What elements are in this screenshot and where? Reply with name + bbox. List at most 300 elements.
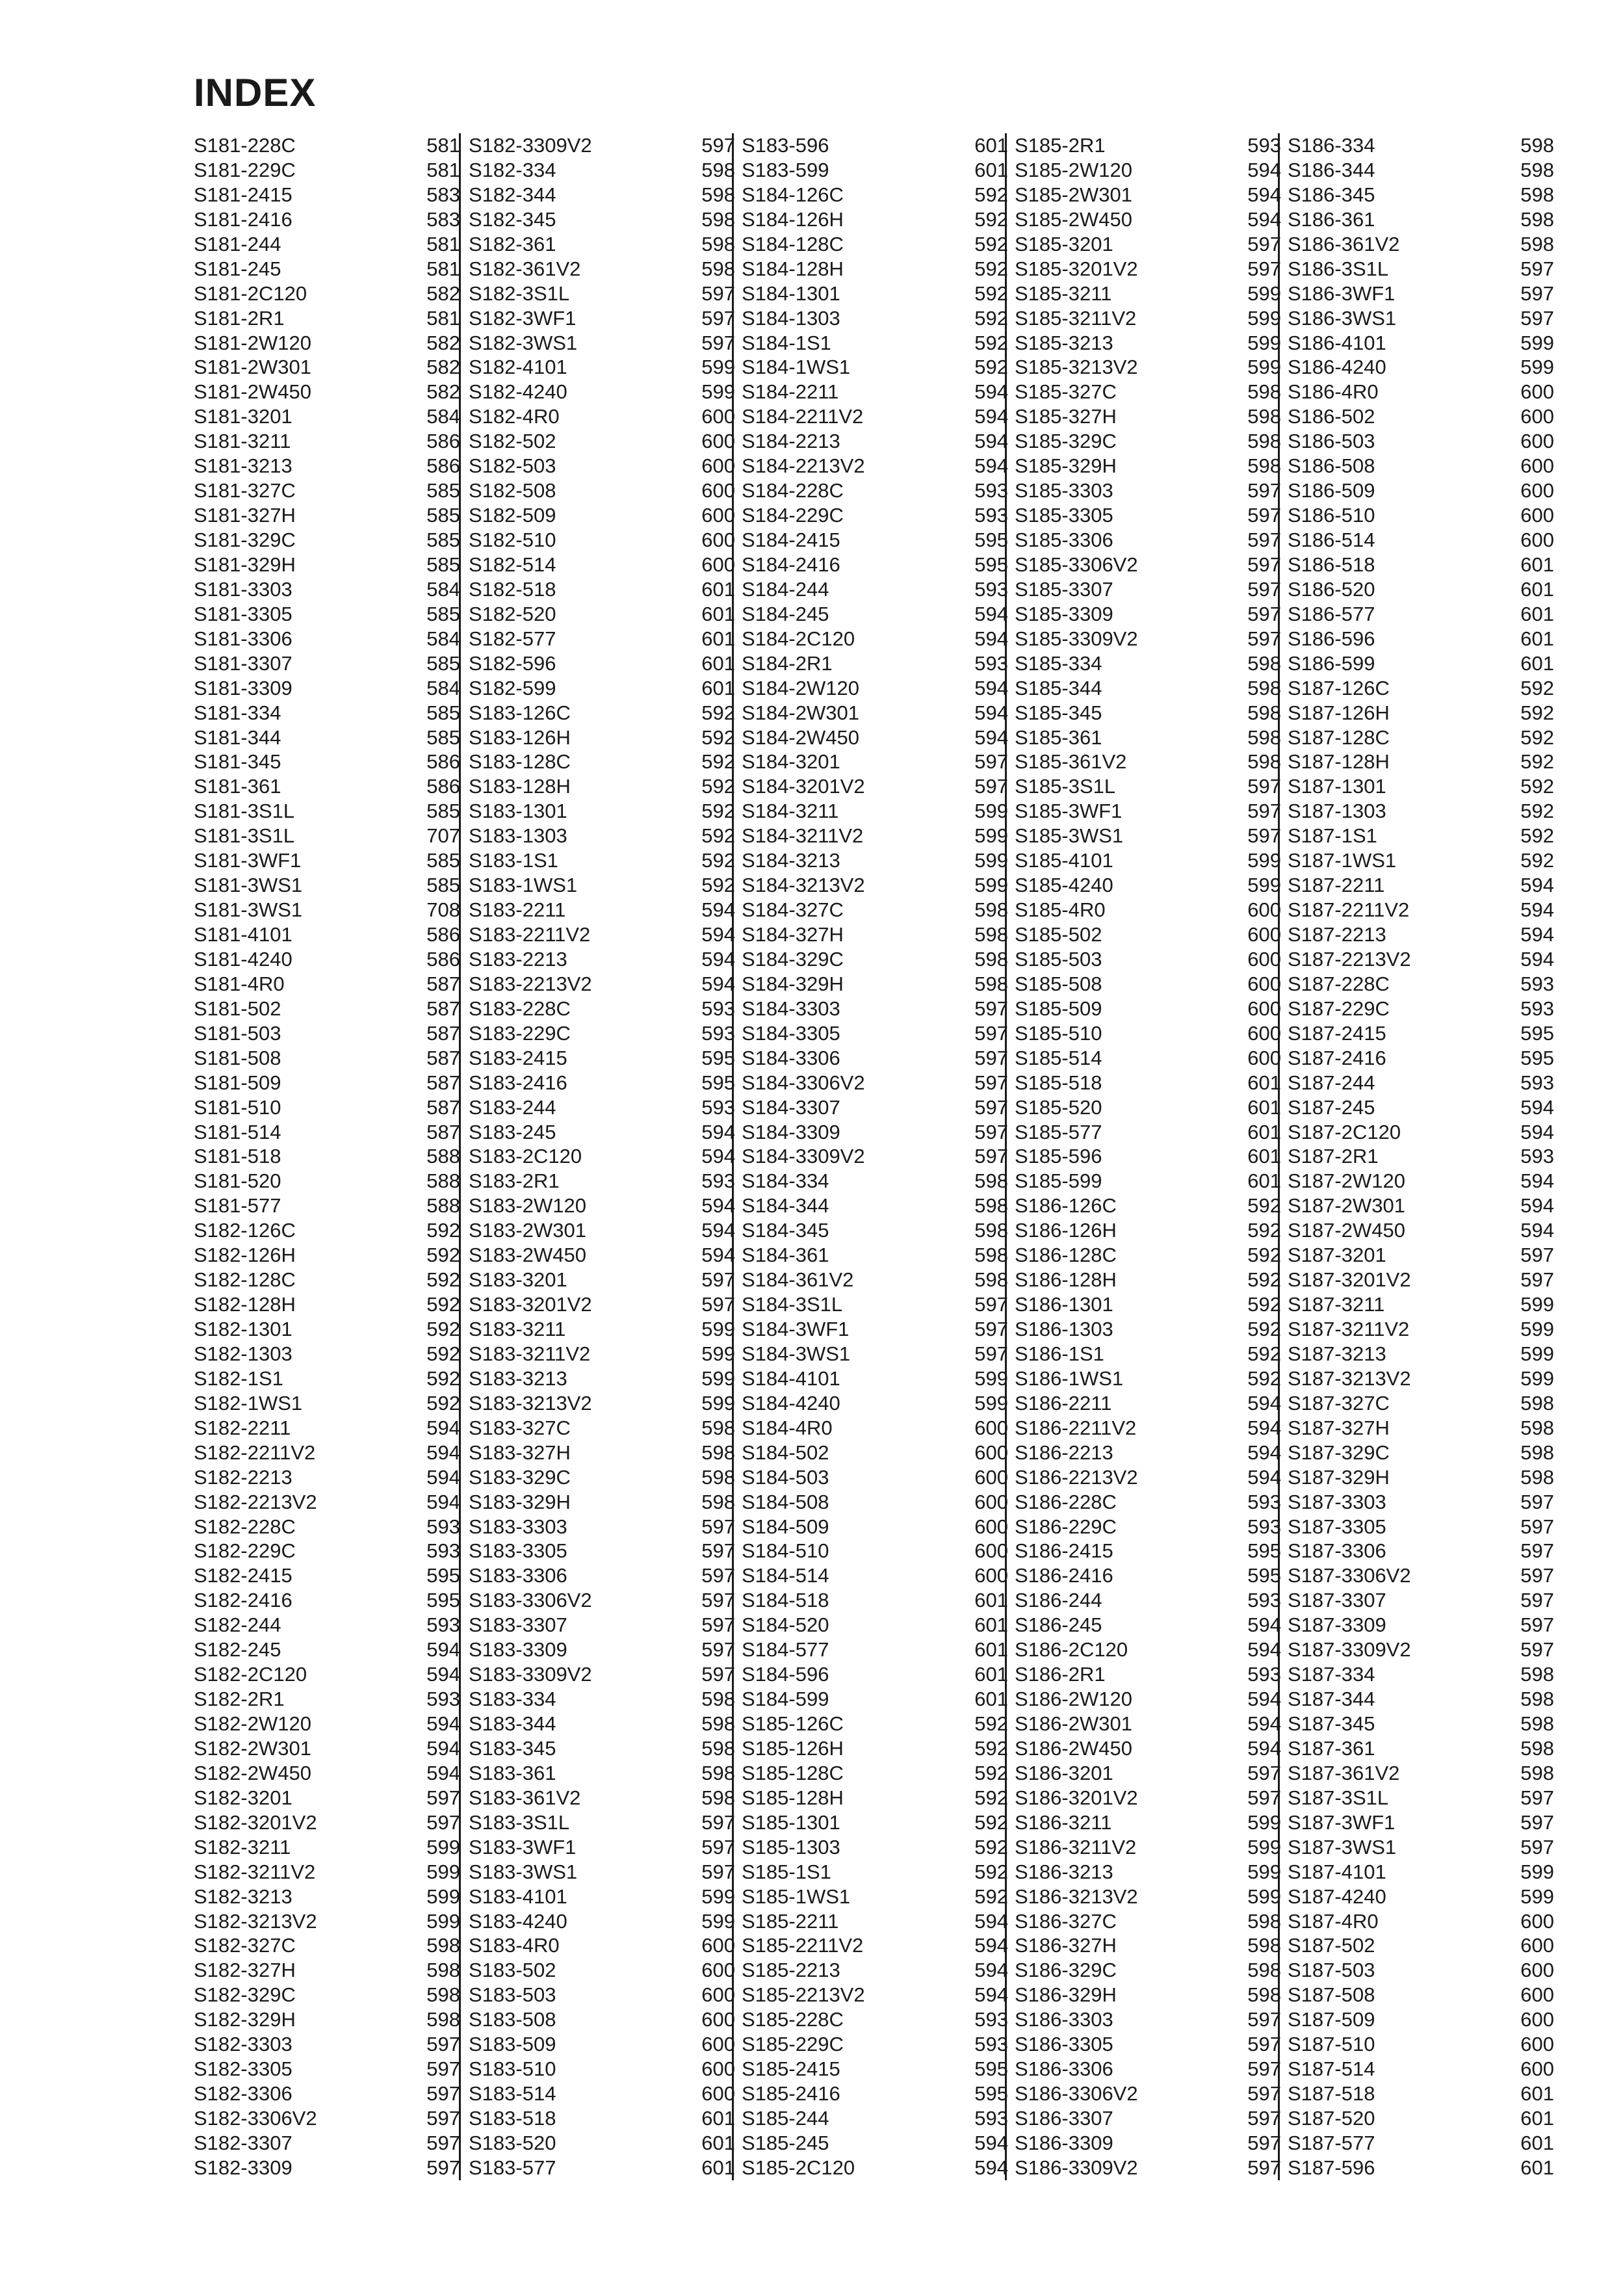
index-entry (1288, 1810, 1554, 1835)
page-number: 598 (426, 1934, 460, 1957)
index-entry (469, 1416, 735, 1441)
page-number: 597 (1247, 1761, 1281, 1784)
index-entry (194, 627, 460, 651)
index-entry (1288, 1909, 1554, 1934)
model-code: S182-128C (194, 1268, 296, 1292)
model-code: S181-3WF1 (194, 849, 302, 872)
page-number: 601 (974, 1688, 1008, 1711)
model-code: S187-2211V2 (1288, 898, 1410, 922)
page-number: 597 (1247, 504, 1281, 527)
model-code: S183-1303 (469, 824, 567, 848)
model-code: S186-229C (1015, 1515, 1117, 1538)
page-number: 592 (701, 775, 735, 798)
model-code: S181-508 (194, 1046, 281, 1069)
page-number: 581 (426, 134, 460, 157)
index-entry (742, 2081, 1008, 2106)
index-entry (742, 577, 1008, 602)
page-number: 592 (426, 1366, 460, 1390)
page-number: 594 (974, 676, 1008, 699)
index-entry (469, 898, 735, 922)
model-code: S186-244 (1015, 1589, 1102, 1612)
index-entry (194, 1071, 460, 1095)
page-number: 597 (701, 1663, 735, 1686)
model-code: S185-361V2 (1015, 750, 1127, 774)
model-code: S186-514 (1288, 528, 1375, 551)
page-number: 600 (974, 1515, 1008, 1538)
model-code: S181-3213 (194, 454, 292, 478)
index-entry (469, 1490, 735, 1515)
index-entry (742, 528, 1008, 553)
page-number: 594 (701, 947, 735, 971)
page-number: 597 (1247, 577, 1281, 601)
model-code: S182-509 (469, 504, 556, 527)
index-entry (469, 2156, 735, 2180)
model-code: S183-244 (469, 1095, 556, 1119)
page-number: 585 (426, 479, 460, 502)
index-entry (1288, 1786, 1554, 1810)
index-entry (1288, 1761, 1554, 1786)
page-number: 599 (701, 1318, 735, 1340)
index-entry (469, 1860, 735, 1885)
index-entry (1288, 1194, 1554, 1218)
page-number: 597 (701, 281, 735, 305)
model-code: S184-329C (742, 947, 844, 971)
model-code: S181-518 (194, 1145, 281, 1168)
page-number: 594 (426, 1736, 460, 1760)
model-code: S187-3306 (1288, 1539, 1386, 1563)
index-entry (1288, 1268, 1554, 1292)
index-column (459, 133, 735, 2180)
model-code: S187-1303 (1288, 800, 1386, 823)
page-number: 599 (1247, 356, 1281, 379)
model-code: S187-1S1 (1288, 824, 1377, 848)
page-number: 594 (1520, 1219, 1554, 1242)
model-code: S186-1S1 (1015, 1342, 1104, 1365)
model-code: S183-3S1L (469, 1810, 570, 1834)
model-code: S187-4101 (1288, 1860, 1386, 1883)
page-number: 597 (974, 1145, 1008, 1168)
model-code: S182-2C120 (194, 1663, 307, 1686)
model-code: S185-3213 (1015, 331, 1113, 354)
index-entry (742, 1860, 1008, 1885)
index-entry (742, 1736, 1008, 1761)
index-entry (469, 553, 735, 577)
model-code: S184-3306V2 (742, 1071, 865, 1094)
model-code: S184-2W120 (742, 676, 859, 699)
model-code: S182-3309V2 (469, 134, 592, 157)
page-number: 598 (974, 947, 1008, 971)
page-number: 592 (1247, 1366, 1281, 1390)
page-number: 594 (1247, 1416, 1281, 1439)
model-code: S183-361 (469, 1761, 556, 1784)
model-code: S186-2211V2 (1015, 1416, 1137, 1439)
index-entry (194, 1268, 460, 1292)
model-code: S187-245 (1288, 1095, 1375, 1119)
index-entry (1015, 1046, 1281, 1071)
page-number: 595 (426, 1564, 460, 1587)
model-code: S183-510 (469, 2057, 556, 2081)
index-entry (742, 1416, 1008, 1441)
page-number: 581 (426, 232, 460, 255)
model-code: S185-245 (742, 2131, 829, 2154)
index-entry (1015, 1342, 1281, 1366)
model-code: S183-596 (742, 134, 829, 157)
model-code: S183-2211V2 (469, 923, 591, 946)
index-entry (469, 1933, 735, 1958)
index-entry (469, 1268, 735, 1292)
model-code: S187-502 (1288, 1934, 1375, 1957)
page-number: 600 (1247, 898, 1281, 922)
page-number: 594 (1520, 1194, 1554, 1218)
page-number: 588 (426, 1194, 460, 1218)
model-code: S186-3WF1 (1288, 281, 1396, 305)
page-number: 599 (1247, 281, 1281, 305)
page-number: 592 (701, 800, 735, 823)
model-code: S182-3201 (194, 1786, 292, 1809)
model-code: S183-2R1 (469, 1169, 560, 1193)
index-entry (194, 2081, 460, 2106)
index-entry (469, 1046, 735, 1071)
model-code: S183-4240 (469, 1909, 567, 1933)
model-code: S184-345 (742, 1219, 829, 1242)
index-entry (1288, 2106, 1554, 2131)
index-entry (194, 701, 460, 725)
model-code: S184-2416 (742, 553, 840, 576)
model-code: S184-2R1 (742, 651, 833, 675)
page-number: 592 (1520, 725, 1554, 749)
index-entry (742, 1218, 1008, 1243)
model-code: S187-2C120 (1288, 1120, 1401, 1143)
index-entry (742, 1342, 1008, 1366)
index-entry (469, 503, 735, 528)
page-number: 598 (1520, 1761, 1554, 1784)
index-entry (194, 281, 460, 306)
index-column (194, 133, 460, 2180)
model-code: S185-1301 (742, 1810, 840, 1834)
page-number: 597 (974, 1293, 1008, 1316)
model-code: S184-502 (742, 1441, 829, 1464)
index-entry (1288, 1416, 1554, 1441)
model-code: S184-503 (742, 1465, 829, 1489)
page-number: 592 (1520, 849, 1554, 872)
model-code: S185-4R0 (1015, 898, 1106, 922)
model-code: S187-3201V2 (1288, 1268, 1411, 1292)
page-number: 598 (974, 1268, 1008, 1292)
page-number: 593 (1520, 1145, 1554, 1168)
model-code: S187-126C (1288, 676, 1390, 699)
index-entry (742, 2156, 1008, 2180)
model-code: S185-510 (1015, 1021, 1102, 1045)
model-code: S186-1303 (1015, 1318, 1113, 1340)
page-number: 598 (1247, 676, 1281, 699)
index-entry (194, 1835, 460, 1860)
page-number: 592 (1520, 800, 1554, 823)
page-number: 600 (1520, 380, 1554, 404)
index-entry (1288, 1835, 1554, 1860)
page-number: 582 (426, 331, 460, 354)
model-code: S187-229C (1288, 997, 1390, 1020)
index-entry (742, 898, 1008, 922)
model-code: S186-327C (1015, 1909, 1117, 1933)
index-entry (1015, 158, 1281, 183)
model-code: S187-2211 (1288, 874, 1385, 897)
page-number: 601 (701, 627, 735, 650)
model-code: S181-2W301 (194, 356, 311, 379)
index-entry (1288, 133, 1554, 158)
index-entry (1288, 1490, 1554, 1515)
model-code: S184-518 (742, 1589, 829, 1612)
model-code: S185-3305 (1015, 504, 1113, 527)
model-code: S186-3306 (1015, 2057, 1113, 2081)
model-code: S187-327H (1288, 1416, 1390, 1439)
model-code: S184-3213V2 (742, 874, 865, 897)
index-entry (469, 824, 735, 848)
page-number: 585 (426, 528, 460, 551)
model-code: S181-3305 (194, 602, 292, 625)
model-code: S182-344 (469, 183, 556, 206)
index-entry (1288, 898, 1554, 922)
model-code: S185-3306V2 (1015, 553, 1138, 576)
model-code: S185-2416 (742, 2082, 840, 2106)
model-code: S181-2R1 (194, 306, 285, 330)
model-code: S182-228C (194, 1515, 296, 1538)
page-number: 594 (1520, 1120, 1554, 1143)
model-code: S184-334 (742, 1169, 829, 1193)
model-code: S184-3201 (742, 750, 840, 774)
model-code: S181-3WS1 (194, 874, 303, 897)
page-number: 592 (1247, 1219, 1281, 1242)
index-entry (194, 1662, 460, 1687)
model-code: S181-3211 (194, 430, 291, 453)
page-number: 592 (1247, 1293, 1281, 1316)
page-number: 600 (1520, 1934, 1554, 1957)
page-number: 586 (426, 775, 460, 798)
index-entry (1288, 281, 1554, 306)
model-code: S186-3307 (1015, 2107, 1113, 2130)
page-number: 594 (426, 1638, 460, 1662)
model-code: S183-3WF1 (469, 1835, 577, 1859)
page-number: 601 (701, 2107, 735, 2130)
index-entry (1288, 2032, 1554, 2057)
page-number: 594 (1247, 183, 1281, 206)
index-entry (742, 1637, 1008, 1662)
page-number: 593 (426, 1613, 460, 1637)
page-number: 597 (701, 1835, 735, 1859)
index-entry (1015, 2131, 1281, 2156)
index-entry (742, 1958, 1008, 1983)
model-code: S185-2211 (742, 1909, 839, 1933)
page-number: 600 (974, 1539, 1008, 1563)
index-entry (742, 676, 1008, 701)
page-number: 594 (974, 380, 1008, 404)
index-entry (742, 2131, 1008, 2156)
index-entry (742, 1194, 1008, 1218)
model-code: S186-518 (1288, 553, 1375, 576)
page-number: 592 (974, 281, 1008, 305)
index-entry (1015, 922, 1281, 947)
page-number: 585 (426, 651, 460, 675)
index-entry (742, 1687, 1008, 1712)
page-number: 598 (701, 1465, 735, 1489)
page-number: 594 (1247, 1391, 1281, 1415)
model-code: S182-4101 (469, 356, 567, 379)
model-code: S184-244 (742, 577, 829, 601)
page-number: 595 (701, 1071, 735, 1094)
model-code: S182-520 (469, 602, 556, 625)
model-code: S186-3303 (1015, 2008, 1113, 2031)
model-code: S185-3309 (1015, 602, 1113, 625)
model-code: S183-3307 (469, 1613, 567, 1637)
index-entry (194, 380, 460, 404)
page-number: 601 (1520, 2156, 1554, 2179)
page-number: 595 (701, 1046, 735, 1069)
page-number: 597 (426, 2131, 460, 2154)
model-code: S184-126C (742, 183, 844, 206)
page-number: 599 (701, 356, 735, 379)
model-code: S185-3211 (1015, 281, 1112, 305)
model-code: S184-1WS1 (742, 356, 851, 379)
index-entry (1015, 2081, 1281, 2106)
index-entry (194, 1736, 460, 1761)
model-code: S185-2211V2 (742, 1934, 864, 1957)
page-number: 601 (1520, 553, 1554, 576)
model-code: S181-3307 (194, 651, 292, 675)
index-entry (1015, 1810, 1281, 1835)
page-number: 600 (1520, 479, 1554, 502)
page-number: 600 (701, 1934, 735, 1957)
page-number: 592 (1247, 1244, 1281, 1267)
model-code: S184-361 (742, 1244, 829, 1267)
index-entry (1288, 2007, 1554, 2032)
index-entry (742, 651, 1008, 676)
index-column (1278, 133, 1554, 2180)
index-entry (1015, 1563, 1281, 1588)
index-entry (1015, 1958, 1281, 1983)
index-entry (469, 528, 735, 553)
index-entry (1015, 503, 1281, 528)
index-entry (469, 1366, 735, 1391)
model-code: S183-2W450 (469, 1244, 586, 1267)
model-code: S181-2416 (194, 207, 292, 231)
page-number: 594 (974, 627, 1008, 650)
page-number: 599 (1247, 1860, 1281, 1883)
model-code: S185-228C (742, 2008, 844, 2031)
model-code: S186-2C120 (1015, 1638, 1128, 1662)
index-entry (469, 1736, 735, 1761)
index-entry (469, 478, 735, 503)
page-number: 597 (426, 2033, 460, 2056)
model-code: S185-509 (1015, 997, 1102, 1020)
index-entry (469, 1292, 735, 1317)
page-number: 599 (426, 1885, 460, 1908)
model-code: S181-2415 (194, 183, 292, 206)
index-entry (1288, 1933, 1554, 1958)
page-number: 600 (974, 1416, 1008, 1439)
model-code: S181-228C (194, 134, 296, 157)
index-entry (469, 1317, 735, 1342)
index-entry (1288, 553, 1554, 577)
model-code: S185-520 (1015, 1095, 1102, 1119)
model-code: S183-245 (469, 1120, 556, 1143)
index-entry (469, 1465, 735, 1490)
model-code: S186-2211 (1015, 1391, 1112, 1415)
model-code: S187-344 (1288, 1688, 1375, 1711)
index-entry (742, 824, 1008, 848)
index-entry (1015, 1120, 1281, 1145)
index-entry (742, 799, 1008, 824)
page-number: 583 (426, 207, 460, 231)
model-code: S182-334 (469, 158, 556, 181)
page-number: 600 (701, 504, 735, 527)
index-entry (742, 627, 1008, 651)
page-number: 600 (701, 553, 735, 576)
model-code: S183-520 (469, 2131, 556, 2154)
index-entry (194, 1342, 460, 1366)
page-number: 599 (1247, 1810, 1281, 1834)
index-entry (1288, 725, 1554, 750)
index-entry (194, 577, 460, 602)
model-code: S187-1WS1 (1288, 849, 1397, 872)
index-entry (1015, 1933, 1281, 1958)
index-entry (469, 2106, 735, 2131)
model-code: S184-1303 (742, 306, 840, 330)
model-code: S185-327C (1015, 380, 1117, 404)
index-entry (742, 997, 1008, 1021)
page-number: 597 (974, 750, 1008, 774)
index-entry (194, 873, 460, 898)
index-entry (742, 1095, 1008, 1120)
index-entry (742, 1144, 1008, 1169)
index-entry (742, 158, 1008, 183)
index-entry (1288, 158, 1554, 183)
index-entry (1288, 701, 1554, 725)
model-code: S184-1S1 (742, 331, 831, 354)
page-number: 597 (1247, 2057, 1281, 2081)
model-code: S183-128H (469, 775, 571, 798)
index-entry (1015, 454, 1281, 478)
model-code: S181-4R0 (194, 972, 285, 995)
index-entry (742, 1909, 1008, 1934)
model-code: S184-329H (742, 972, 844, 995)
index-entry (742, 2007, 1008, 2032)
model-code: S181-2W120 (194, 331, 311, 354)
page-number: 584 (426, 676, 460, 699)
page-number: 594 (701, 1120, 735, 1143)
index-entry (1015, 2106, 1281, 2131)
model-code: S182-2W301 (194, 1736, 311, 1760)
page-number: 597 (974, 775, 1008, 798)
model-code: S187-128H (1288, 750, 1390, 774)
index-entry (1015, 2156, 1281, 2180)
model-code: S186-334 (1288, 134, 1375, 157)
page-number: 592 (1247, 1342, 1281, 1365)
page-number: 597 (1247, 1786, 1281, 1809)
index-entry (742, 1391, 1008, 1416)
index-entry (194, 2131, 460, 2156)
page-number: 584 (426, 405, 460, 428)
index-entry (194, 1317, 460, 1342)
page-number: 594 (1520, 898, 1554, 922)
page-number: 599 (1247, 874, 1281, 897)
page-number: 594 (1247, 1441, 1281, 1464)
index-entry (194, 1885, 460, 1909)
page-number: 600 (701, 405, 735, 428)
model-code: S182-3307 (194, 2131, 292, 2154)
index-entry (1288, 1515, 1554, 1539)
index-entry (742, 454, 1008, 478)
model-code: S182-1WS1 (194, 1391, 303, 1415)
model-code: S182-1303 (194, 1342, 292, 1365)
